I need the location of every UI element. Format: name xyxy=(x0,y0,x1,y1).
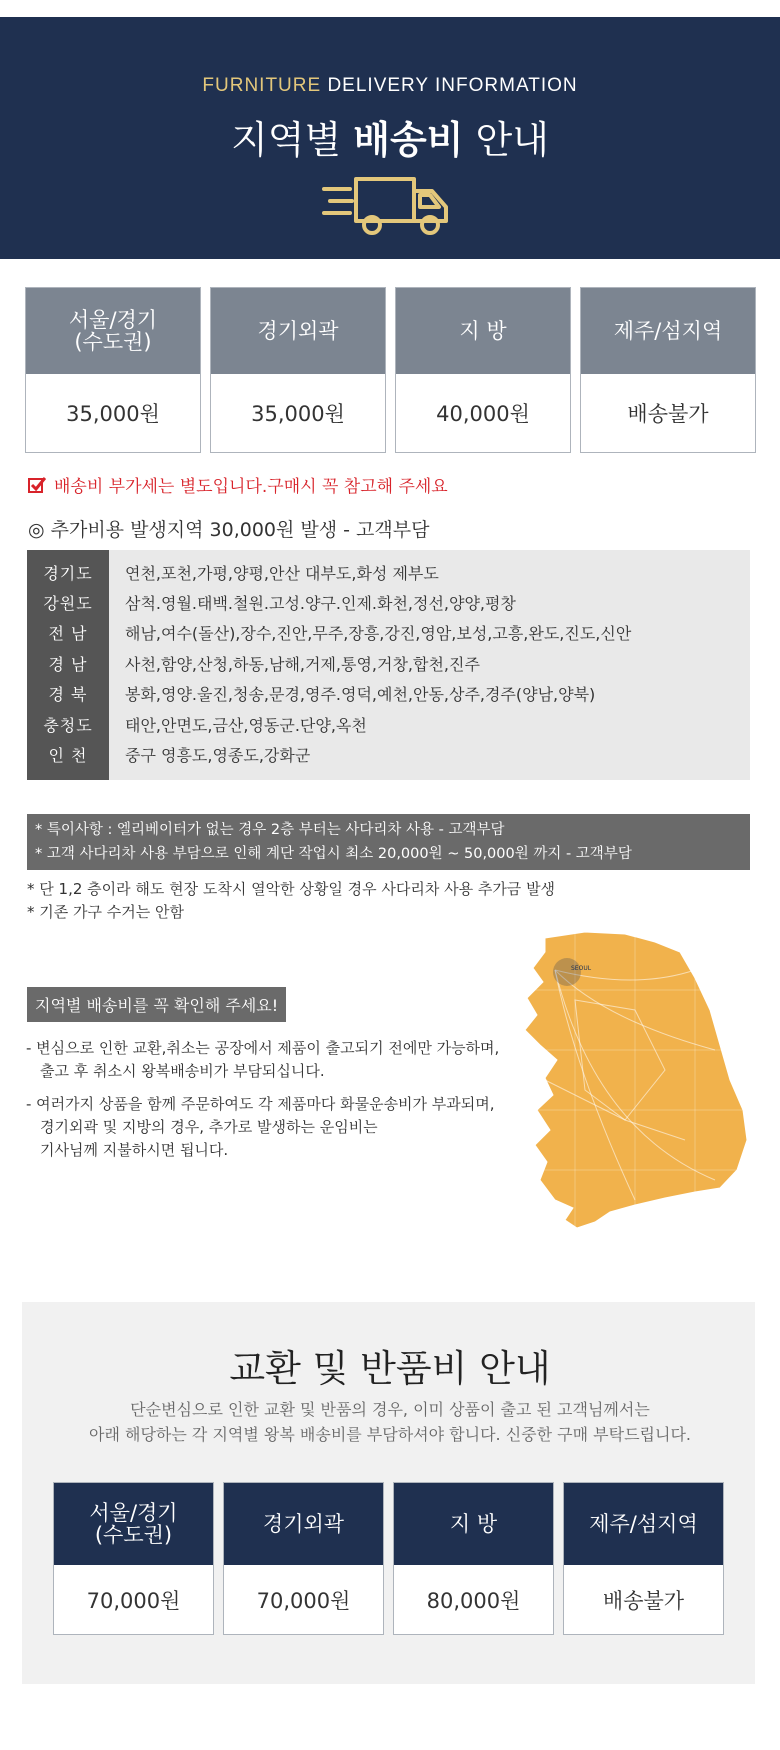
special-note: * 특이사항 : 엘리베이터가 없는 경우 2층 부터는 사다리차 사용 - 고객부담 xyxy=(35,822,505,838)
special-note: * 고객 사다리차 사용 부담으로 인해 계단 작업시 최소 20,000원 ~ 50,000원 까지 - 고객부담 xyxy=(35,846,632,862)
region-row xyxy=(27,709,750,739)
region-areas: 태안,안면도,금산,영동군.단양,옥천 xyxy=(125,715,367,735)
fee-region-label: 경기외곽 xyxy=(211,288,385,374)
fee-amount: 배송불가 xyxy=(581,374,755,452)
region-name: 인 천 xyxy=(48,745,88,765)
fee-amount: 70,000원 xyxy=(54,1565,213,1634)
region-areas: 해남,여수(돌산),장수,진안,무주,장흥,강진,영암,보성,고흥,완도,진도,신안 xyxy=(125,624,632,644)
region-name: 경 북 xyxy=(48,685,88,705)
header-eyebrow: FURNITURE DELIVERY INFORMATION xyxy=(202,75,578,96)
return-title: 교환 및 반품비 안내 xyxy=(229,1347,551,1390)
region-row xyxy=(27,739,750,769)
fee-amount: 35,000원 xyxy=(26,374,200,452)
region-areas: 사천,함양,산청,하동,남해,거제,통영,거창,합천,진주 xyxy=(125,654,480,674)
fee-column xyxy=(563,1482,724,1635)
extra-note: * 단 1,2 층이라 해도 현장 도착시 열악한 상황일 경우 사다리차 사용 추가금 발생 xyxy=(27,880,556,898)
page-title: 지역별 배송비 안내 xyxy=(231,118,549,162)
region-name: 경기도 xyxy=(43,563,93,583)
return-description: 단순변심으로 인한 교환 및 반품의 경우, 이미 상품이 출고 된 고객님께서는 아래 해당하는 각 지역별 왕복 배송비를 부담하셔야 합니다. 신중한 구매 부탁드립니다. xyxy=(89,1400,691,1444)
fee-region-label: 서울/경기 (수도권) xyxy=(26,288,200,374)
region-areas: 연천,포천,가평,양평,안산 대부도,화성 제부도 xyxy=(125,563,439,583)
extra-region-list xyxy=(27,550,750,780)
fee-region-label: 지 방 xyxy=(396,288,570,374)
extra-fee-title: ◎ 추가비용 발생지역 30,000원 발생 - 고객부담 xyxy=(28,519,430,541)
fee-region-label: 경기외곽 xyxy=(224,1483,383,1565)
fee-column xyxy=(393,1482,554,1635)
fee-column xyxy=(580,287,756,453)
region-row xyxy=(27,587,750,617)
fee-column xyxy=(395,287,571,453)
fee-amount: 80,000원 xyxy=(394,1565,553,1634)
region-areas: 삼척.영월.태백.철원.고성.양구.인제.화천,정선,양양,평창 xyxy=(125,593,516,613)
region-areas: 봉화,영양.울진,청송,문경,영주.영덕,예천,안동,상주,경주(양남,양북) xyxy=(125,685,596,705)
policy-notes xyxy=(26,1037,526,1172)
fee-amount: 35,000원 xyxy=(211,374,385,452)
region-name: 전 남 xyxy=(48,624,88,644)
region-name: 충청도 xyxy=(43,715,93,735)
fee-region-label: 제주/섬지역 xyxy=(581,288,755,374)
extra-notes xyxy=(27,878,555,924)
region-row xyxy=(27,648,750,678)
delivery-truck-icon xyxy=(322,175,452,237)
region-row xyxy=(27,557,750,587)
region-name: 강원도 xyxy=(43,593,93,613)
fee-region-label: 서울/경기 (수도권) xyxy=(54,1483,213,1565)
fee-amount: 70,000원 xyxy=(224,1565,383,1634)
fee-column xyxy=(25,287,201,453)
special-notice-bar xyxy=(27,814,750,870)
fee-region-label: 지 방 xyxy=(394,1483,553,1565)
policy-note: - 여러가지 상품을 함께 주문하여도 각 제품마다 화물운송비가 부과되며, 경기외곽 및 지방의 경우, 추가로 발생하는 운임비는 기사님께 지불하시면 됩니다. xyxy=(26,1095,495,1159)
fee-column xyxy=(223,1482,384,1635)
region-row xyxy=(27,618,750,648)
korea-map-image xyxy=(515,930,755,1230)
return-fee-table xyxy=(53,1482,724,1635)
fee-column xyxy=(210,287,386,453)
region-name: 경 남 xyxy=(48,654,88,674)
region-row xyxy=(27,679,750,709)
fee-column xyxy=(53,1482,214,1635)
fee-amount: 40,000원 xyxy=(396,374,570,452)
vat-notice: 배송비 부가세는 별도입니다.구매시 꼭 참고해 주세요 xyxy=(28,472,448,497)
fee-amount: 배송불가 xyxy=(564,1565,723,1634)
policy-note: - 변심으로 인한 교환,취소는 공장에서 제품이 출고되기 전에만 가능하며, 출고 후 취소시 왕복배송비가 부담되십니다. xyxy=(26,1039,500,1080)
checkbox-checked-icon xyxy=(28,476,46,494)
check-banner: 지역별 배송비를 꼭 확인해 주세요! xyxy=(27,987,286,1022)
fee-region-label: 제주/섬지역 xyxy=(564,1483,723,1565)
region-areas: 중구 영흥도,영종도,강화군 xyxy=(125,745,311,765)
header-banner xyxy=(0,17,780,259)
extra-note: * 기존 가구 수거는 안함 xyxy=(27,903,184,921)
map-seoul-label: SEOUL xyxy=(571,965,592,972)
delivery-fee-table xyxy=(25,287,756,453)
